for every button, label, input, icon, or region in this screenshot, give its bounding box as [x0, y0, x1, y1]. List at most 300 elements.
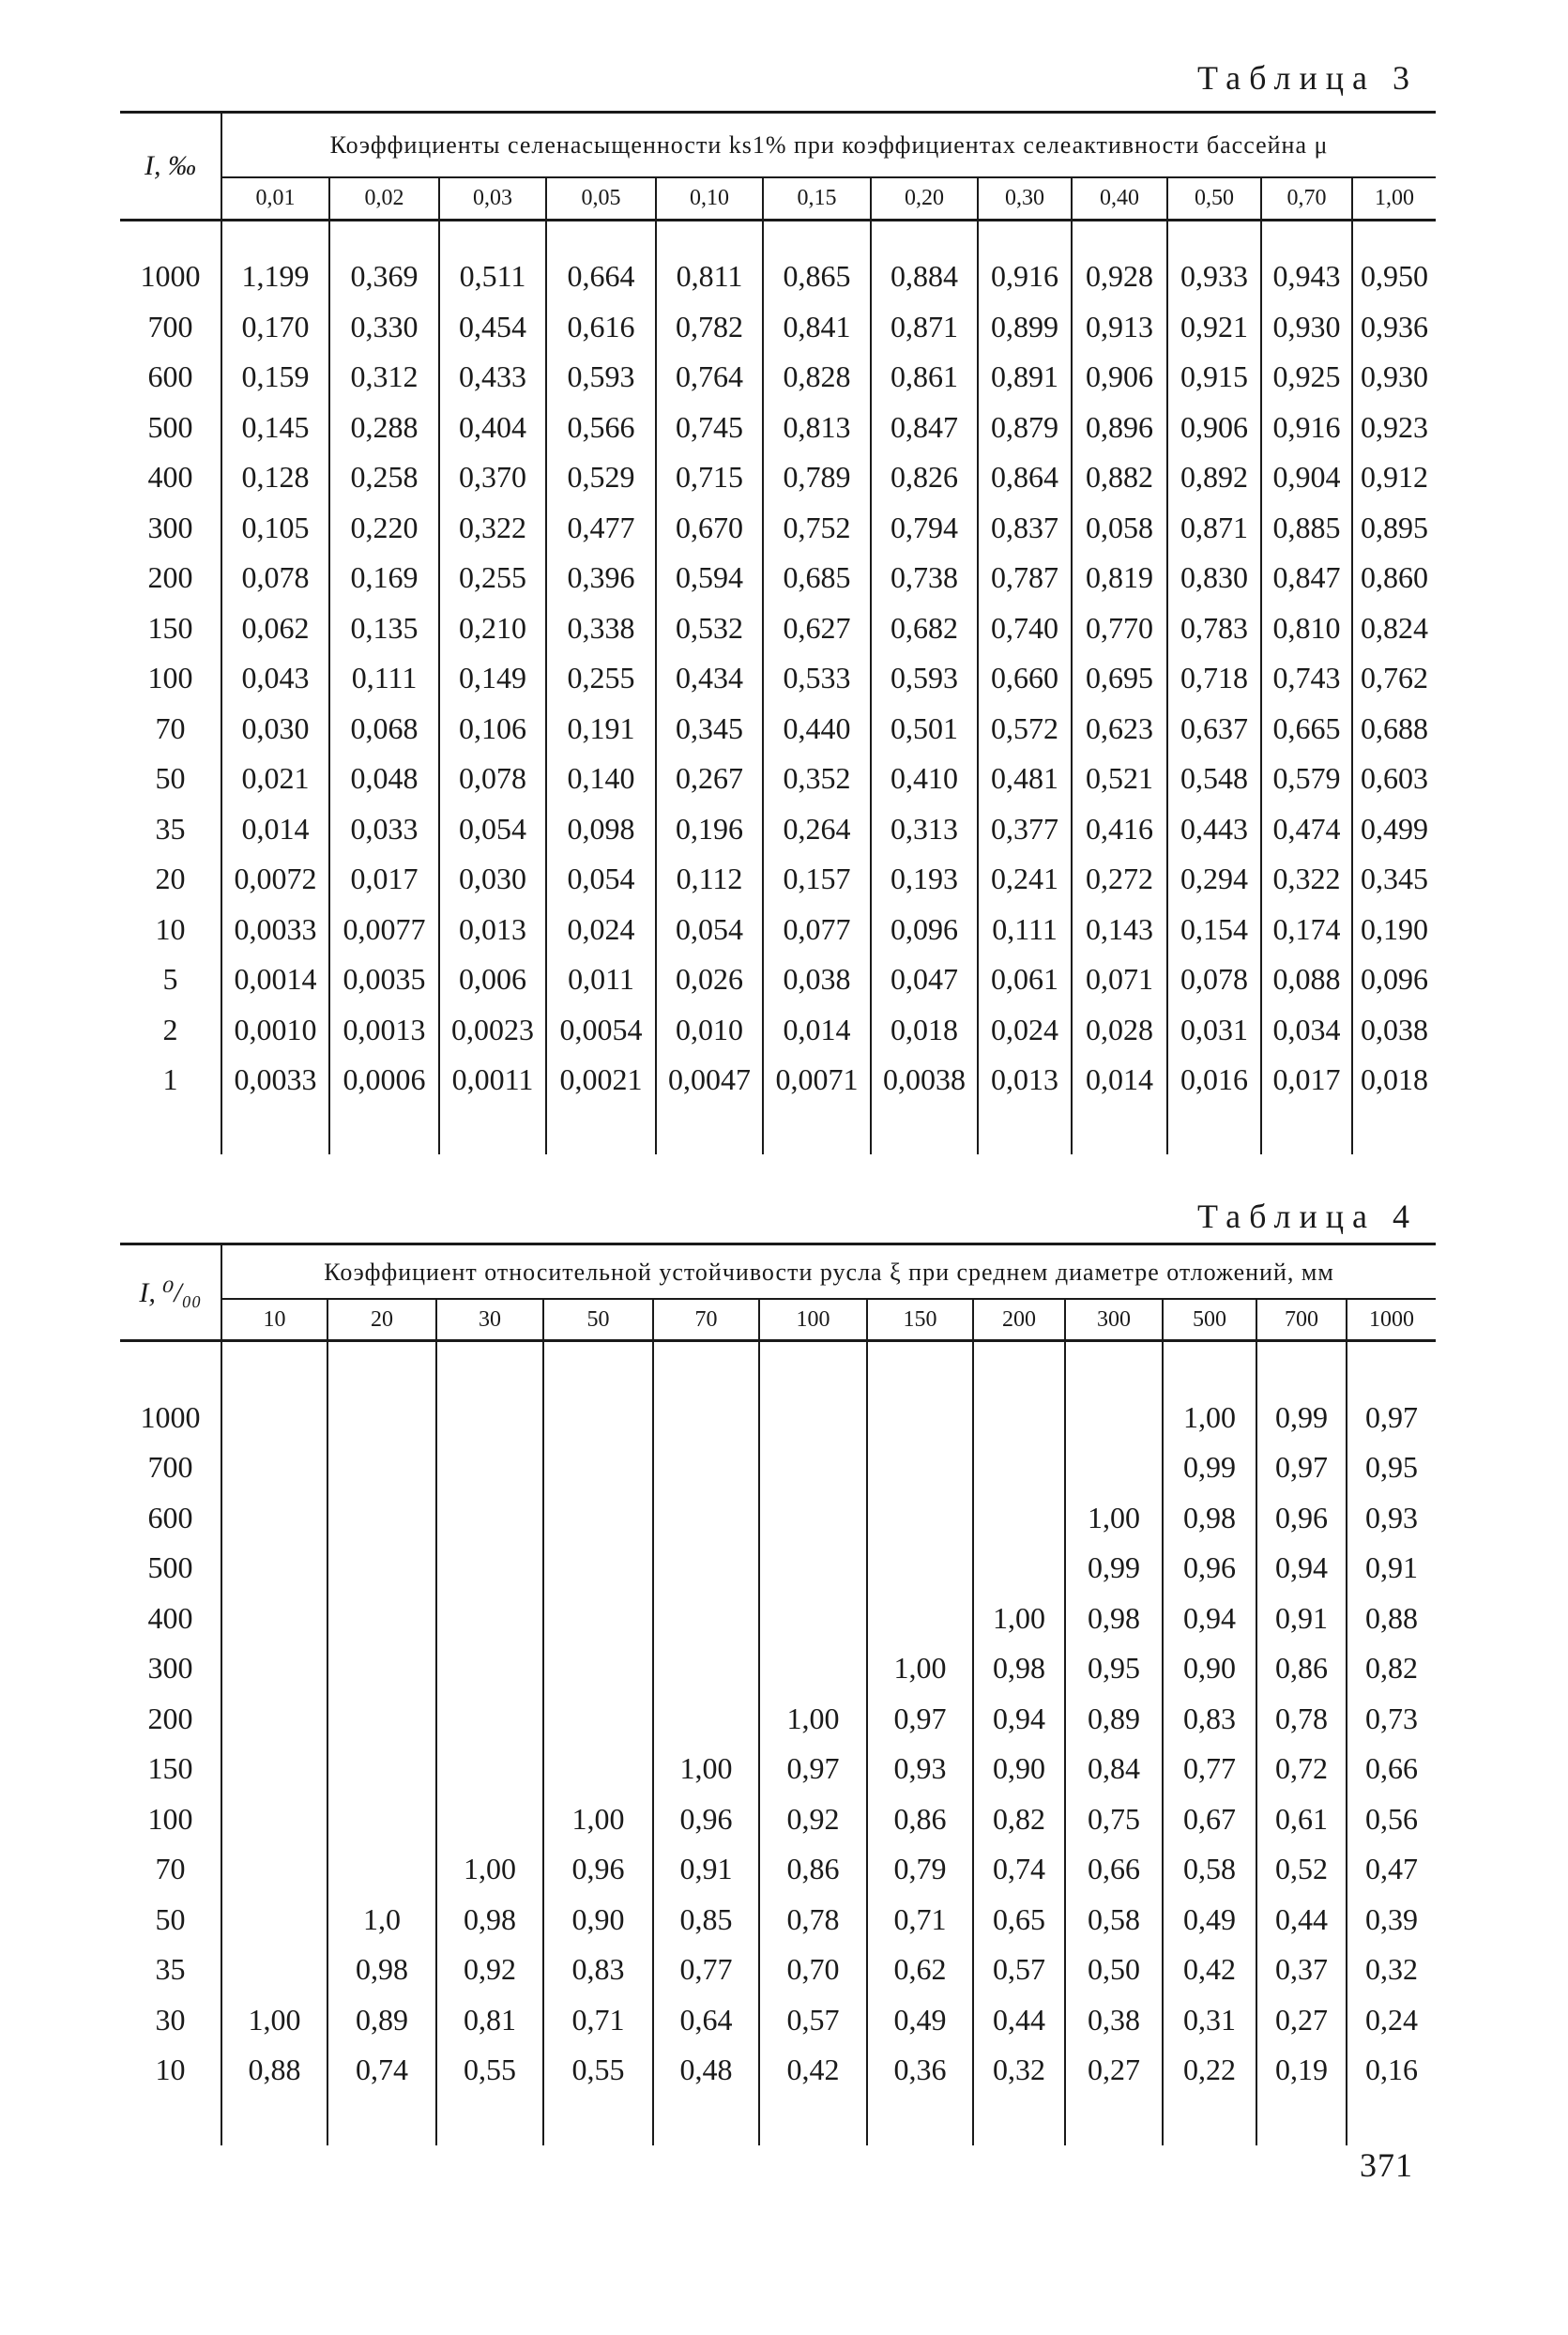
table-cell: 0,410 — [871, 754, 978, 804]
table-cell: 0,97 — [759, 1744, 867, 1794]
column-header: 0,70 — [1261, 177, 1352, 220]
table-cell — [436, 1543, 543, 1594]
table-cell: 0,135 — [329, 603, 439, 654]
table-cell: 0,67 — [1163, 1794, 1256, 1845]
table-cell — [221, 1945, 327, 1995]
table-cell: 0,97 — [867, 1694, 973, 1745]
column-header: 0,30 — [978, 177, 1072, 220]
table-cell: 0,83 — [1163, 1694, 1256, 1745]
table-cell: 0,566 — [546, 403, 656, 453]
table-cell: 0,91 — [653, 1844, 759, 1895]
table-cell — [221, 1643, 327, 1694]
table-cell: 0,88 — [1365, 1600, 1419, 1635]
table-cell: 0,37 — [1256, 1945, 1347, 1995]
table-cell: 0,824 — [1361, 610, 1428, 645]
table-cell: 0,19 — [1256, 2045, 1347, 2096]
table-cell: 0,014 — [763, 1005, 871, 1056]
table-cell: 0,39 — [1365, 1901, 1419, 1936]
table-cell: 0,32 — [973, 2045, 1065, 2096]
table-cell: 0,860 — [1361, 560, 1428, 595]
column-header: 50 — [543, 1299, 653, 1341]
table-cell: 0,88 — [221, 2045, 327, 2096]
table-cell: 0,49 — [1163, 1895, 1256, 1946]
table-cell — [436, 1694, 543, 1745]
table-cell: 0,048 — [329, 754, 439, 804]
table-cell: 0,810 — [1261, 603, 1352, 654]
row-label: 10 — [120, 905, 221, 955]
table-cell: 0,882 — [1072, 452, 1167, 503]
row-label: 200 — [120, 553, 221, 603]
table-cell: 0,89 — [327, 1995, 436, 2046]
table-cell: 0,443 — [1167, 804, 1261, 855]
table-cell: 0,322 — [1261, 854, 1352, 905]
table-cell — [759, 1543, 867, 1594]
table-cell: 0,65 — [973, 1895, 1065, 1946]
table-cell: 0,623 — [1072, 704, 1167, 755]
table-cell: 0,111 — [329, 653, 439, 704]
table-cell: 0,047 — [871, 954, 978, 1005]
table-cell: 1,00 — [1065, 1493, 1163, 1544]
table-cell: 0,57 — [759, 1995, 867, 2046]
table-cell: 0,255 — [439, 553, 546, 603]
table-cell: 0,36 — [867, 2045, 973, 2096]
column-header: 0,10 — [656, 177, 763, 220]
table-cell: 0,715 — [656, 452, 763, 503]
row-label: 2 — [120, 1005, 221, 1056]
table-cell: 0,899 — [978, 302, 1072, 353]
table-cell: 0,054 — [656, 905, 763, 955]
table-cell: 0,038 — [763, 954, 871, 1005]
table-cell: 0,916 — [978, 252, 1072, 302]
table-cell: 0,061 — [978, 954, 1072, 1005]
table-cell: 0,695 — [1072, 653, 1167, 704]
table-row — [120, 1945, 1436, 1995]
table-cell: 1,00 — [973, 1594, 1065, 1644]
table-cell — [436, 1794, 543, 1845]
row-label: 500 — [120, 1543, 221, 1594]
table-cell — [973, 1493, 1065, 1544]
table-cell: 0,71 — [543, 1995, 653, 2046]
table-cell: 0,49 — [867, 1995, 973, 2046]
table-cell — [436, 1643, 543, 1694]
row-label: 150 — [120, 1744, 221, 1794]
table-cell — [327, 1594, 436, 1644]
table-cell: 0,031 — [1167, 1005, 1261, 1056]
table-cell — [653, 1594, 759, 1644]
row-label: 10 — [120, 2045, 221, 2096]
table-cell — [1065, 1442, 1163, 1493]
table-cell — [867, 1594, 973, 1644]
table-row — [120, 1844, 1436, 1895]
table-cell: 0,637 — [1167, 704, 1261, 755]
table-cell: 0,660 — [978, 653, 1072, 704]
table-cell: 0,030 — [221, 704, 329, 755]
column-header: 0,01 — [221, 177, 329, 220]
table-cell: 0,98 — [436, 1895, 543, 1946]
table-cell: 0,377 — [978, 804, 1072, 855]
row-header: I, ⁰/₀₀ — [120, 1244, 221, 1341]
table-row — [120, 1744, 1436, 1794]
table-row — [120, 1055, 1436, 1106]
table-cell: 0,288 — [329, 403, 439, 453]
table-cell: 0,884 — [871, 252, 978, 302]
table-row — [120, 252, 1436, 302]
table-cell: 0,068 — [329, 704, 439, 755]
table-cell: 0,021 — [221, 754, 329, 804]
table-cell: 0,84 — [1065, 1744, 1163, 1794]
table-cell: 0,906 — [1072, 352, 1167, 403]
table-cell: 0,572 — [978, 704, 1072, 755]
table-cell: 1,00 — [221, 1995, 327, 2046]
table-cell: 0,345 — [656, 704, 763, 755]
table-cell — [221, 1794, 327, 1845]
table-cell: 0,0011 — [439, 1055, 546, 1106]
column-header: 1000 — [1347, 1299, 1436, 1341]
table-cell: 0,665 — [1261, 704, 1352, 755]
table-cell: 0,50 — [1065, 1945, 1163, 1995]
table-cell: 0,78 — [759, 1895, 867, 1946]
table-cell: 0,096 — [1361, 962, 1428, 997]
table-cell: 0,925 — [1261, 352, 1352, 403]
table-cell — [543, 1493, 653, 1544]
table-cell: 0,83 — [543, 1945, 653, 1995]
table-cell — [653, 1442, 759, 1493]
table-cell: 0,112 — [656, 854, 763, 905]
table-cell: 0,404 — [439, 403, 546, 453]
table-cell: 0,481 — [978, 754, 1072, 804]
table-cell: 0,0006 — [329, 1055, 439, 1106]
row-label: 100 — [120, 653, 221, 704]
table-cell — [867, 1543, 973, 1594]
table-cell: 0,85 — [653, 1895, 759, 1946]
table-cell — [1065, 1393, 1163, 1443]
table-cell: 0,169 — [329, 553, 439, 603]
table-cell: 0,017 — [1261, 1055, 1352, 1106]
table-cell — [653, 1643, 759, 1694]
row-header: I, ‰ — [120, 113, 221, 221]
group-header: Коэффициент относительной устойчивости русла ξ при среднем диаметре отложений, мм — [221, 1244, 1436, 1300]
table-cell: 0,44 — [1256, 1895, 1347, 1946]
table-cell: 0,191 — [546, 704, 656, 755]
table-cell: 0,24 — [1365, 2002, 1419, 2037]
table-cell: 0,794 — [871, 503, 978, 554]
table-cell: 0,474 — [1261, 804, 1352, 855]
table-cell — [653, 1393, 759, 1443]
table-row — [120, 1005, 1436, 1056]
table-cell: 0,077 — [763, 905, 871, 955]
row-label: 400 — [120, 1594, 221, 1644]
column-header: 0,02 — [329, 177, 439, 220]
table-cell: 0,272 — [1072, 854, 1167, 905]
table-cell — [759, 1393, 867, 1443]
table-cell — [221, 1744, 327, 1794]
table-cell: 0,44 — [973, 1995, 1065, 2046]
table-cell: 0,0072 — [221, 854, 329, 905]
row-label: 200 — [120, 1694, 221, 1745]
table-cell: 0,030 — [439, 854, 546, 905]
table-cell: 0,193 — [871, 854, 978, 905]
row-label: 70 — [120, 704, 221, 755]
table-3-caption: Таблица 3 — [1197, 59, 1418, 97]
table-cell: 0,86 — [867, 1794, 973, 1845]
table-cell: 0,819 — [1072, 553, 1167, 603]
table-cell: 0,0047 — [656, 1055, 763, 1106]
table-cell: 0,743 — [1261, 653, 1352, 704]
table-cell: 0,313 — [871, 804, 978, 855]
row-label: 1 — [120, 1055, 221, 1106]
column-header: 300 — [1065, 1299, 1163, 1341]
table-cell: 0,895 — [1361, 510, 1428, 544]
table-cell — [759, 1442, 867, 1493]
table-cell: 0,47 — [1365, 1852, 1419, 1886]
table-cell: 0,871 — [871, 302, 978, 353]
table-cell — [653, 1694, 759, 1745]
table-cell: 0,532 — [656, 603, 763, 654]
table-cell: 0,830 — [1167, 553, 1261, 603]
table-cell: 0,97 — [1365, 1399, 1419, 1434]
table-row — [120, 1493, 1436, 1544]
table-cell: 0,57 — [973, 1945, 1065, 1995]
table-row — [120, 854, 1436, 905]
table-cell: 0,74 — [973, 1844, 1065, 1895]
column-header: 20 — [327, 1299, 436, 1341]
table-cell — [436, 1393, 543, 1443]
table-cell: 0,55 — [543, 2045, 653, 2096]
table-cell: 0,106 — [439, 704, 546, 755]
table-cell: 0,94 — [1163, 1594, 1256, 1644]
table-row — [120, 1393, 1436, 1443]
column-header: 70 — [653, 1299, 759, 1341]
table-cell: 0,511 — [439, 252, 546, 302]
table-cell: 0,82 — [973, 1794, 1065, 1845]
table-cell: 0,847 — [871, 403, 978, 453]
table-cell: 0,96 — [543, 1844, 653, 1895]
table-cell: 0,018 — [1361, 1062, 1428, 1097]
table-cell — [221, 1543, 327, 1594]
row-label: 1000 — [120, 1393, 221, 1443]
table-cell: 1,199 — [221, 252, 329, 302]
table-cell: 0,770 — [1072, 603, 1167, 654]
table-cell: 0,97 — [1256, 1442, 1347, 1493]
table-cell: 0,841 — [763, 302, 871, 353]
table-cell: 0,915 — [1167, 352, 1261, 403]
table-cell — [436, 1493, 543, 1544]
table-cell: 0,0023 — [439, 1005, 546, 1056]
table-cell: 0,740 — [978, 603, 1072, 654]
table-cell: 0,533 — [763, 653, 871, 704]
table-cell: 0,77 — [653, 1945, 759, 1995]
table-cell: 0,616 — [546, 302, 656, 353]
table-cell: 0,752 — [763, 503, 871, 554]
table-cell — [221, 1442, 327, 1493]
table-cell: 0,896 — [1072, 403, 1167, 453]
table-cell: 0,92 — [759, 1794, 867, 1845]
row-label: 30 — [120, 1995, 221, 2046]
table-cell: 0,054 — [439, 804, 546, 855]
table-cell — [327, 1794, 436, 1845]
table-cell: 0,837 — [978, 503, 1072, 554]
table-cell: 0,865 — [763, 252, 871, 302]
table-cell — [759, 1643, 867, 1694]
table-cell: 0,034 — [1261, 1005, 1352, 1056]
table-cell: 0,038 — [1361, 1012, 1428, 1046]
table-cell: 0,42 — [759, 2045, 867, 2096]
table-cell: 0,140 — [546, 754, 656, 804]
row-label: 300 — [120, 503, 221, 554]
table-cell: 0,930 — [1361, 359, 1428, 394]
table-cell — [327, 1543, 436, 1594]
table-cell: 0,95 — [1365, 1450, 1419, 1485]
table-cell: 0,22 — [1163, 2045, 1256, 2096]
table-cell: 1,00 — [543, 1794, 653, 1845]
table-cell: 0,99 — [1163, 1442, 1256, 1493]
table-cell: 0,062 — [221, 603, 329, 654]
table-cell: 0,885 — [1261, 503, 1352, 554]
table-cell: 0,98 — [973, 1643, 1065, 1694]
table-cell: 0,912 — [1361, 460, 1428, 495]
table-cell: 0,370 — [439, 452, 546, 503]
table-cell: 0,670 — [656, 503, 763, 554]
table-cell: 1,00 — [1163, 1393, 1256, 1443]
table-cell: 0,96 — [653, 1794, 759, 1845]
table-cell: 0,006 — [439, 954, 546, 1005]
table-cell: 0,921 — [1167, 302, 1261, 353]
table-cell: 0,950 — [1361, 259, 1428, 294]
row-label: 700 — [120, 302, 221, 353]
table-cell — [327, 1694, 436, 1745]
table-cell: 0,0021 — [546, 1055, 656, 1106]
table-cell: 0,024 — [546, 905, 656, 955]
table-cell: 0,75 — [1065, 1794, 1163, 1845]
table-cell: 0,42 — [1163, 1945, 1256, 1995]
table-cell: 0,477 — [546, 503, 656, 554]
table-cell: 0,143 — [1072, 905, 1167, 955]
table-cell: 0,054 — [546, 854, 656, 905]
table-4 — [120, 1243, 1436, 2145]
table-cell: 0,91 — [1256, 1594, 1347, 1644]
table-cell: 0,96 — [1256, 1493, 1347, 1544]
table-cell: 0,0033 — [221, 1055, 329, 1106]
table-cell: 0,529 — [546, 452, 656, 503]
table-cell: 0,933 — [1167, 252, 1261, 302]
row-label: 50 — [120, 754, 221, 804]
table-cell: 0,330 — [329, 302, 439, 353]
table-row — [120, 954, 1436, 1005]
table-row — [120, 905, 1436, 955]
table-cell: 0,105 — [221, 503, 329, 554]
row-label: 300 — [120, 1643, 221, 1694]
table-cell: 0,0054 — [546, 1005, 656, 1056]
table-cell: 1,00 — [653, 1744, 759, 1794]
table-cell: 0,024 — [978, 1005, 1072, 1056]
row-label: 35 — [120, 1945, 221, 1995]
table-cell: 1,00 — [436, 1844, 543, 1895]
table-cell: 0,028 — [1072, 1005, 1167, 1056]
row-label: 70 — [120, 1844, 221, 1895]
table-cell: 0,906 — [1167, 403, 1261, 453]
column-header: 100 — [759, 1299, 867, 1341]
table-cell: 0,892 — [1167, 452, 1261, 503]
table-cell: 0,0033 — [221, 905, 329, 955]
table-row — [120, 553, 1436, 603]
table-row — [120, 653, 1436, 704]
table-cell: 0,916 — [1261, 403, 1352, 453]
table-row — [120, 1794, 1436, 1845]
table-cell: 0,904 — [1261, 452, 1352, 503]
table-row — [120, 1643, 1436, 1694]
table-cell: 0,154 — [1167, 905, 1261, 955]
table-cell — [759, 1594, 867, 1644]
table-cell — [653, 1543, 759, 1594]
table-cell: 0,338 — [546, 603, 656, 654]
table-cell: 0,99 — [1256, 1393, 1347, 1443]
table-cell — [973, 1543, 1065, 1594]
table-cell: 0,664 — [546, 252, 656, 302]
table-row — [120, 1594, 1436, 1644]
table-cell: 0,593 — [546, 352, 656, 403]
table-cell — [436, 1744, 543, 1794]
table-cell: 0,89 — [1065, 1694, 1163, 1745]
table-row — [120, 754, 1436, 804]
table-cell: 0,603 — [1361, 761, 1428, 796]
table-cell — [653, 1493, 759, 1544]
table-cell: 0,159 — [221, 352, 329, 403]
column-header: 0,03 — [439, 177, 546, 220]
row-label: 700 — [120, 1442, 221, 1493]
table-cell: 0,891 — [978, 352, 1072, 403]
table-cell: 0,685 — [763, 553, 871, 603]
table-cell: 0,220 — [329, 503, 439, 554]
table-cell: 0,433 — [439, 352, 546, 403]
row-label: 1000 — [120, 252, 221, 302]
table-cell: 0,352 — [763, 754, 871, 804]
table-cell: 0,0077 — [329, 905, 439, 955]
table-cell — [543, 1694, 653, 1745]
table-cell: 0,93 — [1365, 1500, 1419, 1534]
table-cell: 0,018 — [871, 1005, 978, 1056]
table-cell: 0,098 — [546, 804, 656, 855]
column-header: 150 — [867, 1299, 973, 1341]
table-cell: 0,0071 — [763, 1055, 871, 1106]
table-cell: 0,82 — [1365, 1651, 1419, 1686]
table-cell — [221, 1594, 327, 1644]
table-cell: 0,013 — [439, 905, 546, 955]
table-cell: 0,811 — [656, 252, 763, 302]
row-label: 600 — [120, 1493, 221, 1544]
table-cell: 0,70 — [759, 1945, 867, 1995]
table-cell: 1,00 — [759, 1694, 867, 1745]
table-cell: 0,27 — [1256, 1995, 1347, 2046]
table-cell: 0,99 — [1065, 1543, 1163, 1594]
table-cell: 0,48 — [653, 2045, 759, 2096]
table-cell: 0,111 — [978, 905, 1072, 955]
table-cell: 0,62 — [867, 1945, 973, 1995]
table-cell: 0,255 — [546, 653, 656, 704]
table-cell: 0,73 — [1365, 1701, 1419, 1735]
table-cell: 0,95 — [1065, 1643, 1163, 1694]
table-cell: 0,521 — [1072, 754, 1167, 804]
table-cell: 0,78 — [1256, 1694, 1347, 1745]
table-cell: 0,98 — [1065, 1594, 1163, 1644]
table-cell: 0,930 — [1261, 302, 1352, 353]
table-cell: 0,369 — [329, 252, 439, 302]
table-cell: 0,738 — [871, 553, 978, 603]
table-cell: 0,38 — [1065, 1995, 1163, 2046]
table-cell: 0,345 — [1361, 862, 1428, 896]
table-cell: 0,322 — [439, 503, 546, 554]
table-cell: 0,74 — [327, 2045, 436, 2096]
table-row — [120, 1442, 1436, 1493]
